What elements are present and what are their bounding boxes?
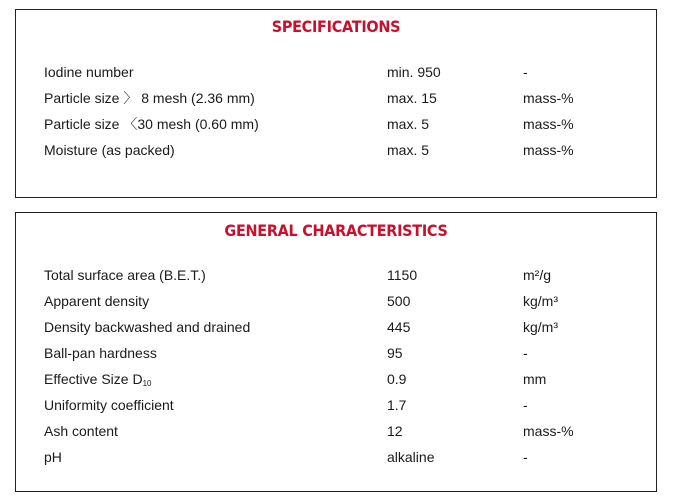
general-characteristics-panel [15,212,657,492]
parameter-unit: mm [523,371,547,387]
parameter-value: 1150 [387,267,418,283]
parameter-unit: mass-% [523,116,574,132]
table-row [16,418,656,444]
table-row [16,366,656,392]
table-row [16,288,656,314]
table-row [16,314,656,340]
parameter-value: 1.7 [387,397,407,413]
parameter-unit: mass-% [523,142,574,158]
parameter-unit: - [523,345,528,361]
parameter-label: Iodine number [44,64,134,80]
table-row [16,59,656,85]
parameter-value: max. 5 [387,116,430,132]
parameter-label: Particle size 〈30 mesh (0.60 mm) [44,116,259,132]
parameter-label: Ash content [44,423,118,439]
parameter-label: Ball-pan hardness [44,345,157,361]
parameter-value: 500 [387,293,411,309]
table-row [16,392,656,418]
parameter-label: Apparent density [44,293,150,309]
parameter-unit: - [523,449,528,465]
parameter-value: 0.9 [387,371,407,387]
parameter-label: Moisture (as packed) [44,142,175,158]
table-row [16,444,656,470]
parameter-value: 95 [387,345,403,361]
parameter-value: max. 15 [387,90,437,106]
parameter-value: max. 5 [387,142,430,158]
specifications-panel [15,9,657,198]
parameter-value: 12 [387,423,403,439]
parameter-value: min. 950 [387,64,441,80]
parameter-value: alkaline [387,449,435,465]
specifications-title: SPECIFICATIONS [271,17,401,36]
parameter-unit: kg/m³ [523,319,558,335]
parameter-unit: kg/m³ [523,293,558,309]
table-row [16,262,656,288]
parameter-unit: m²/g [523,267,551,283]
parameter-unit: mass-% [523,90,574,106]
parameter-label: Uniformity coefficient [44,397,174,413]
specifications-table [16,59,656,163]
parameter-label: Particle size 〉 8 mesh (2.36 mm) [44,90,255,106]
parameter-label-text: Effective Size D [44,371,143,387]
parameter-subscript: 10 [142,379,152,388]
parameter-unit: - [523,397,528,413]
general-characteristics-table [16,262,656,470]
parameter-value: 445 [387,319,411,335]
table-row [16,137,656,163]
table-row [16,340,656,366]
parameter-unit: mass-% [523,423,574,439]
table-row [16,85,656,111]
general-characteristics-title: GENERAL CHARACTERISTICS [224,221,448,240]
parameter-label: Density backwashed and drained [44,319,251,335]
parameter-unit: - [523,64,528,80]
parameter-label: pH [44,449,62,465]
table-row [16,111,656,137]
parameter-label: Total surface area (B.E.T.) [44,267,206,283]
